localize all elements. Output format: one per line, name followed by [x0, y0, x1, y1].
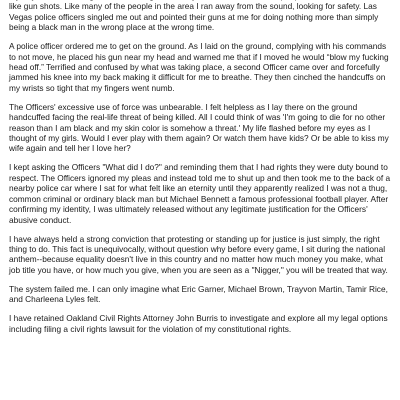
paragraph-3: The Officers' excessive use of force was unbearable. I felt helpless as I lay there on the ground handcuffed facing the real-life threat of being killed. All I could think of was 'I'm going to die for no other reason than I am black and my skin color is somehow a threat.' My life flashed before my eyes as I thought of my girls. Would I ever play with them again? Or watch them have kids? Or be able to kiss my wife again and tell her I love her?: [9, 101, 389, 154]
paragraph-4: I kept asking the Officers "What did I do?" and reminding them that I had rights they were duty bound to respect. The Officers ignored my pleas and instead told me to shut up and then took me to the back of a nearby police car where I sat for what felt like an eternity until they apparently realized I was not a thug, common criminal or ordinary black man but Michael Bennett a famous professional football player. After confirming my identity, I was ultimately released without any legitimate justification for the Officers' abusive conduct.: [9, 162, 391, 225]
paragraph-2: A police officer ordered me to get on the ground. As I laid on the ground, complying with his commands to not move, he placed his gun near my head and warned me that if I moved he would “blow my fucking head off.” Terrified and confused by what was taking place, a second Officer came over and forcefully jammed his knee into my back making it difficult for me to breathe. They then cinched the handcuffs on my wrists so tight that my fingers went numb.: [9, 41, 389, 93]
paragraph-1: like gun shots. Like many of the people in the area I ran away from the sound, looking for safety. Las Vegas police officers singled me out and pointed their guns at me for doing nothing more than simply being a black man in the wrong place at the wrong time.: [9, 1, 379, 33]
paragraph-6: The system failed me. I can only imagine what Eric Garner, Michael Brown, Trayvon Martin, Tamir Rice, and Charleena Lyles felt.: [9, 283, 388, 305]
paragraph-7: I have retained Oakland Civil Rights Attorney John Burris to investigate and explore all my legal options including filing a civil rights lawsuit for the violation of my constitutional rights.: [9, 313, 388, 334]
paragraph-5: I have always held a strong conviction that protesting or standing up for justice is just simply, the right thing to do. This fact is unequivocally, without question why before every game, I sit during the national anthem--because equality doesn't live in this country and no matter how much money you make, what job title you have, or how much you give, when you are seen as a "Nigger," you will be treated that way.: [9, 233, 388, 275]
statement-text: [9, 0, 393, 343]
